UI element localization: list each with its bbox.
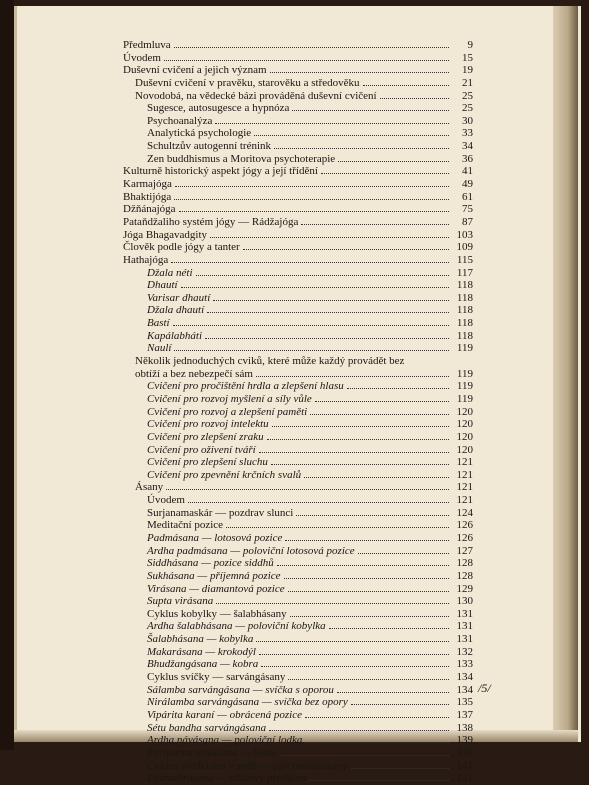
toc-entry — [123, 216, 473, 229]
toc-entry — [123, 545, 473, 558]
toc-entry-page: 25 — [462, 89, 473, 102]
toc-entry — [123, 342, 473, 355]
toc-entry — [123, 722, 473, 735]
toc-entry — [123, 444, 473, 457]
toc-dot-leader — [226, 527, 449, 528]
toc-entry — [123, 747, 473, 760]
toc-entry — [123, 684, 473, 697]
toc-entry — [123, 115, 473, 128]
toc-entry — [123, 304, 473, 317]
toc-entry-page: 121 — [456, 468, 473, 481]
toc-entry-page: 119 — [456, 380, 473, 393]
toc-dot-leader — [329, 628, 449, 629]
toc-entry-page: 9 — [467, 39, 473, 51]
toc-entry-title: Cvičení pro zlepšení zraku — [147, 430, 264, 443]
toc-entry — [123, 406, 473, 419]
toc-entry-title: Paripúrna návásana — lodka — [147, 746, 278, 759]
toc-entry-page: 118 — [456, 329, 473, 342]
toc-entry-title: Bastí — [147, 317, 170, 330]
toc-dot-leader — [205, 338, 449, 339]
toc-entry-title: Kulturně historický aspekt jógy a její třídění — [123, 165, 318, 178]
toc-entry-page: 25 — [462, 102, 473, 115]
toc-entry-title: Virásana — diamantová pozice — [147, 582, 285, 595]
toc-entry — [123, 519, 473, 532]
toc-entry-title: Hathajóga — [123, 253, 169, 266]
toc-entry-page: 141 — [456, 759, 473, 772]
toc-entry-page: 131 — [456, 633, 473, 646]
toc-entry-page: 121 — [456, 481, 473, 494]
toc-entry — [123, 393, 473, 406]
toc-dot-leader — [277, 565, 449, 566]
toc-entry-title: Sálamba sarvángásana — svíčka s oporou — [147, 683, 334, 696]
toc-entry-title: Psychoanalýza — [147, 114, 213, 127]
toc-entry — [123, 481, 473, 494]
toc-entry-page: 128 — [456, 557, 473, 570]
toc-dot-leader — [174, 47, 449, 48]
toc-entry-page: 119 — [456, 392, 473, 405]
toc-entry-page: 30 — [462, 114, 473, 127]
toc-entry — [123, 557, 473, 570]
toc-entry-page: 120 — [456, 430, 473, 443]
toc-entry-title: Předmluva — [123, 39, 171, 51]
toc-entry — [123, 696, 473, 709]
toc-entry — [123, 380, 473, 393]
toc-entry-page: 103 — [456, 228, 473, 241]
toc-entry-page: 124 — [456, 506, 473, 519]
toc-entry-page: 87 — [462, 215, 473, 228]
toc-entry — [123, 52, 473, 65]
toc-entry — [123, 317, 473, 330]
toc-dot-leader — [310, 414, 449, 415]
page-marker: /5/ — [478, 681, 491, 695]
toc-dot-leader — [243, 249, 449, 250]
toc-dot-leader — [188, 502, 449, 503]
toc-entry-page: 126 — [456, 531, 473, 544]
toc-entry — [123, 279, 473, 292]
toc-dot-leader — [166, 489, 449, 490]
toc-entry-page: 129 — [456, 582, 473, 595]
toc-dot-leader — [181, 287, 449, 288]
toc-entry — [123, 494, 473, 507]
toc-entry-title: Karmajóga — [123, 178, 172, 191]
toc-entry-title: Sugesce, autosugesce a hypnóza — [147, 102, 290, 115]
toc-entry-page: 132 — [456, 645, 473, 658]
toc-entry-page: 120 — [456, 418, 473, 431]
toc-entry — [123, 241, 473, 254]
toc-entry-page: 133 — [456, 658, 473, 671]
toc-entry-title: Cvičení pro pročištění hrdla a zlepšení hlasu — [147, 380, 344, 393]
toc-dot-leader — [174, 199, 449, 200]
toc-entry-title: Padmásana — lotosová pozice — [147, 531, 283, 544]
toc-dot-leader — [196, 275, 449, 276]
toc-dot-leader — [254, 135, 449, 136]
toc-entry-page: 33 — [462, 127, 473, 140]
toc-dot-leader — [274, 148, 449, 149]
toc-entry — [123, 368, 473, 381]
toc-entry — [123, 620, 473, 633]
toc-entry — [123, 153, 473, 166]
toc-entry — [123, 608, 473, 621]
toc-dot-leader — [315, 401, 449, 402]
toc-entry-page: 119 — [456, 367, 473, 380]
toc-entry — [123, 658, 473, 671]
toc-entry-title: Sétu bandha sarvángásana — [147, 721, 267, 734]
toc-entry — [123, 734, 473, 747]
toc-entry-title: Úvodem — [123, 51, 161, 64]
toc-entry-title: Naulí — [147, 342, 172, 355]
toc-entry-title: Cvičení pro rozvoj myšlení a síly vůle — [147, 392, 312, 405]
toc-entry-page: 49 — [462, 178, 473, 191]
toc-entry-page: 130 — [456, 595, 473, 608]
toc-dot-leader — [296, 515, 449, 516]
toc-dot-leader — [305, 717, 449, 718]
toc-entry-title: Kapálabháti — [147, 329, 203, 342]
toc-entry-title: Jóga Bhagavadgity — [123, 228, 208, 241]
toc-dot-leader — [267, 439, 449, 440]
toc-entry-title: obtíží a bez nebezpečí sám — [135, 367, 253, 380]
toc-dot-leader — [261, 666, 449, 667]
toc-entry — [123, 292, 473, 305]
toc-dot-leader — [256, 641, 449, 642]
toc-dot-leader — [309, 780, 449, 781]
toc-entry — [123, 64, 473, 77]
toc-entry — [123, 671, 473, 684]
toc-dot-leader — [179, 211, 449, 212]
toc-entry — [123, 191, 473, 204]
toc-entry-title: Nirálamba sarvángásana — svíčka bez opory — [147, 696, 348, 709]
toc-dot-leader — [259, 654, 449, 655]
toc-entry — [123, 127, 473, 140]
toc-dot-leader — [270, 72, 449, 73]
toc-dot-leader — [347, 388, 449, 389]
toc-entry — [123, 77, 473, 90]
toc-dot-leader — [380, 98, 449, 99]
toc-dot-leader — [216, 603, 449, 604]
toc-entry-page: 75 — [462, 203, 473, 216]
toc-entry — [123, 90, 473, 103]
toc-entry-page: 126 — [456, 519, 473, 532]
toc-entry-title: Cvičení pro zpevnění krčních svalů — [147, 468, 302, 481]
toc-entry-title: Cvičení pro rozvoj intelektu — [147, 418, 269, 431]
toc-entry-title: Cvičení pro rozvoj a zlepšení paměti — [147, 405, 308, 418]
toc-dot-leader — [290, 616, 449, 617]
toc-entry — [123, 709, 473, 722]
toc-entry-title: Džala dhautí — [147, 304, 205, 317]
toc-entry-title: Džánuširásana — střídavý předklon — [147, 772, 307, 785]
table-of-contents — [123, 39, 473, 785]
toc-dot-leader — [288, 679, 449, 680]
toc-dot-leader — [164, 60, 449, 61]
toc-entry — [123, 254, 473, 267]
toc-entry-page: 127 — [456, 544, 473, 557]
toc-entry — [123, 507, 473, 520]
toc-entry — [123, 267, 473, 280]
toc-dot-leader — [271, 464, 449, 465]
toc-dot-leader — [280, 755, 449, 756]
toc-entry-page: 118 — [456, 304, 473, 317]
toc-entry — [123, 760, 473, 773]
toc-entry-page: 135 — [456, 696, 473, 709]
toc-entry-page: 120 — [456, 405, 473, 418]
toc-entry-page: 118 — [456, 317, 473, 330]
toc-dot-leader — [174, 350, 449, 351]
toc-entry-title: Džala néti — [147, 266, 193, 279]
toc-entry-title: Bhaktijóga — [123, 190, 172, 203]
toc-dot-leader — [351, 768, 449, 769]
toc-dot-leader — [175, 186, 449, 187]
toc-entry — [123, 456, 473, 469]
toc-entry-title: Schultzův autogenní trénink — [147, 140, 272, 153]
toc-entry-title: Džňánajóga — [123, 203, 176, 216]
toc-entry-title: Ásany — [135, 481, 164, 494]
toc-entry — [123, 229, 473, 242]
toc-entry-page: 115 — [456, 253, 473, 266]
toc-entry-title: Cvičení pro zlepšení sluchu — [147, 456, 268, 469]
toc-entry-title: Meditační pozice — [147, 519, 224, 532]
toc-entry-page: 121 — [456, 456, 473, 469]
toc-entry-title: Člověk podle jógy a tanter — [123, 241, 240, 254]
toc-entry-page: 139 — [456, 746, 473, 759]
toc-entry-title: Cyklus kobylky — šalabhásany — [147, 607, 287, 620]
toc-entry-page: 34 — [462, 140, 473, 153]
toc-dot-leader — [259, 452, 449, 453]
toc-dot-leader — [337, 692, 449, 693]
toc-entry — [123, 595, 473, 608]
toc-entry-page: 41 — [462, 165, 473, 178]
toc-entry-title: Ardha padmásana — poloviční lotosová pozice — [147, 544, 355, 557]
toc-entry-page: 121 — [456, 494, 473, 507]
toc-entry-title: Sukhásana — příjemná pozice — [147, 569, 281, 582]
toc-entry-page: 137 — [456, 708, 473, 721]
toc-entry-page: 134 — [456, 683, 473, 696]
toc-dot-leader — [256, 376, 449, 377]
toc-entry — [123, 418, 473, 431]
toc-entry-title: Cvičení pro oživení tváří — [147, 443, 256, 456]
toc-entry-title: Ardha šalabhásana — poloviční kobylka — [147, 620, 326, 633]
toc-entry-title: Dhautí — [147, 279, 178, 292]
toc-entry — [123, 102, 473, 115]
toc-entry-title: Duševní cvičení v pravěku, starověku a středověku — [135, 76, 360, 89]
toc-entry — [123, 646, 473, 659]
toc-entry-title: Duševní cvičení a jejich význam — [123, 64, 267, 77]
toc-entry-title: Makarásana — krokodýl — [147, 645, 256, 658]
toc-entry — [123, 203, 473, 216]
toc-entry — [123, 178, 473, 191]
toc-entry — [123, 431, 473, 444]
toc-entry-title: Zen buddhismus a Moritova psychoterapie — [147, 152, 336, 165]
toc-entry-title: Novodobá, na vědecké bázi prováděná duševní cvičení — [135, 89, 377, 102]
toc-entry-page: 139 — [456, 734, 473, 747]
toc-dot-leader — [285, 540, 449, 541]
toc-dot-leader — [358, 553, 449, 554]
toc-entry-page: 131 — [456, 607, 473, 620]
toc-entry — [123, 140, 473, 153]
toc-entry-page: 21 — [462, 76, 473, 89]
toc-entry-page: 19 — [462, 64, 473, 77]
toc-dot-leader — [351, 704, 449, 705]
toc-dot-leader — [213, 300, 449, 301]
toc-entry-page: 119 — [456, 342, 473, 355]
toc-dot-leader — [207, 312, 449, 313]
toc-dot-leader — [269, 730, 449, 731]
toc-entry-page: 61 — [462, 190, 473, 203]
toc-entry — [123, 633, 473, 646]
toc-entry-title: Šalabhásana — kobylka — [147, 633, 254, 646]
toc-entry-title: Cyklus svíčky — sarvángásany — [147, 671, 286, 684]
toc-dot-leader — [301, 224, 449, 225]
toc-entry-title: Vipárita karaní — obrácená pozice — [147, 708, 302, 721]
toc-entry-title: Bhudžangásana — kobra — [147, 658, 259, 671]
toc-dot-leader — [363, 85, 449, 86]
toc-entry-title: Analytická psychologie — [147, 127, 252, 140]
toc-entry-title: Ardha návásana — poloviční lodka — [147, 734, 303, 747]
toc-entry-page: 15 — [462, 51, 473, 64]
toc-entry-title: Siddhásana — pozice siddhů — [147, 557, 274, 570]
toc-entry-page: 118 — [456, 279, 473, 292]
toc-entry-page: 109 — [456, 241, 473, 254]
toc-entry-page: 131 — [456, 620, 473, 633]
toc-entry-page: 117 — [456, 266, 473, 279]
toc-dot-leader — [215, 123, 449, 124]
toc-entry — [123, 772, 473, 785]
toc-entry-page: 36 — [462, 152, 473, 165]
toc-entry — [123, 469, 473, 482]
toc-entry — [123, 532, 473, 545]
toc-dot-leader — [304, 477, 449, 478]
toc-dot-leader — [284, 578, 449, 579]
toc-dot-leader — [338, 161, 449, 162]
toc-dot-leader — [173, 325, 449, 326]
toc-entry — [123, 570, 473, 583]
toc-entry — [123, 583, 473, 596]
toc-entry-title: Úvodem — [147, 494, 185, 507]
toc-entry — [123, 165, 473, 178]
toc-dot-leader — [171, 262, 449, 263]
toc-entry-title: Několik jednoduchých cviků, které může každý provádět bez — [135, 355, 405, 368]
toc-entry-title: Surjanamaskár — pozdrav slunci — [147, 506, 294, 519]
toc-entry-page: 134 — [456, 671, 473, 684]
toc-entry-title: Pataňdžaliho systém jógy — Rádžajóga — [123, 215, 299, 228]
toc-entry-page: 128 — [456, 569, 473, 582]
toc-entry-page: 138 — [456, 721, 473, 734]
toc-entry — [123, 330, 473, 343]
toc-entry-page: 118 — [456, 291, 473, 304]
toc-entry-page: 120 — [456, 443, 473, 456]
toc-dot-leader — [210, 237, 449, 238]
toc-dot-leader — [272, 426, 449, 427]
toc-dot-leader — [292, 110, 449, 111]
toc-dot-leader — [288, 591, 449, 592]
toc-entry-title: Cyklus předklonu v sedě — paščimótánásany — [147, 759, 348, 772]
toc-entry — [123, 355, 473, 368]
toc-entry-title: Varisar dhautí — [147, 291, 211, 304]
toc-entry-page: 141 — [456, 772, 473, 785]
toc-entry — [123, 39, 473, 52]
toc-dot-leader — [305, 742, 449, 743]
page-edge-right — [553, 6, 578, 742]
toc-dot-leader — [321, 173, 449, 174]
book-cover-edge — [0, 0, 14, 750]
toc-entry-title: Supta virásana — [147, 595, 214, 608]
